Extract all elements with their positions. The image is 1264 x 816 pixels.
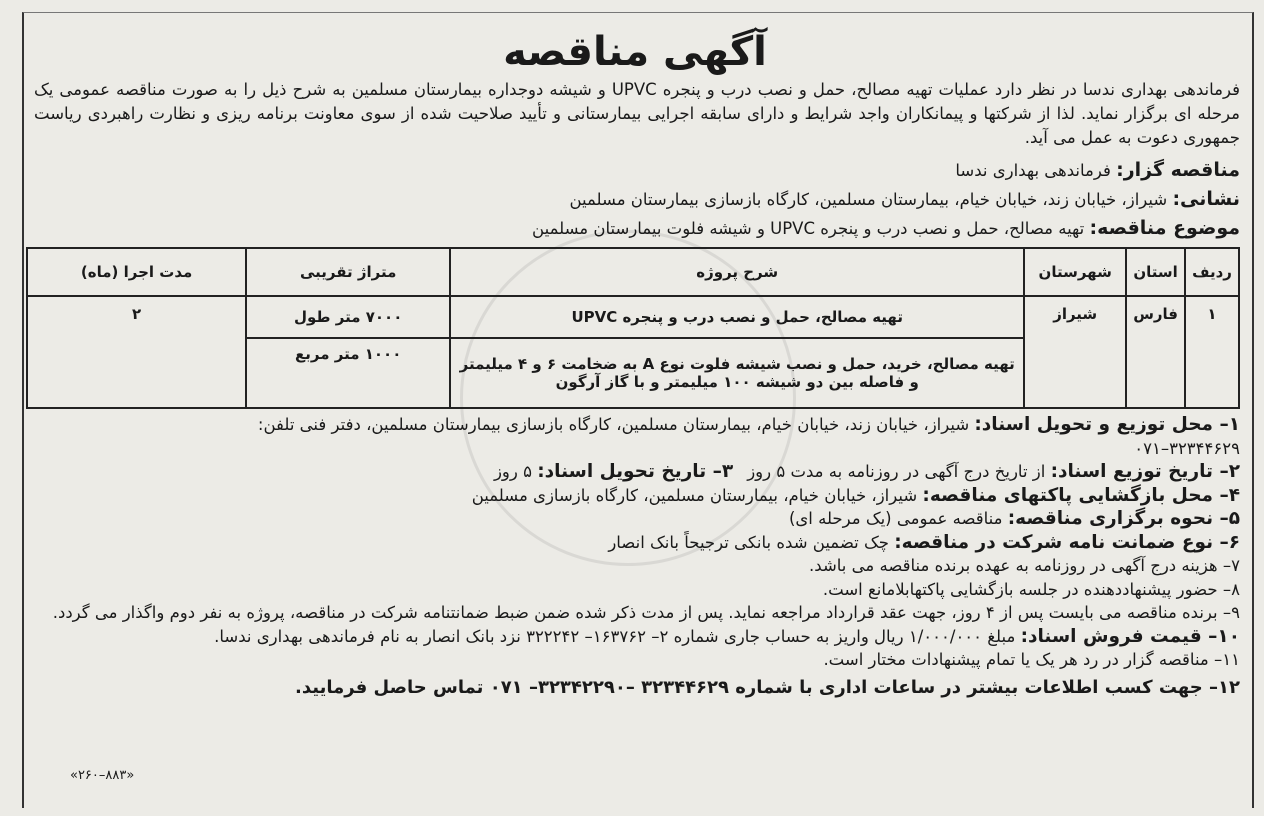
item-label: ۵– نحوه برگزاری مناقصه: (1007, 508, 1240, 529)
col-province-header: استان (1126, 248, 1185, 296)
list-item (34, 484, 1240, 508)
table-row (27, 296, 1239, 338)
province-cell: فارس (1126, 296, 1185, 408)
item-value: شیراز، خیابان خیام، بیمارستان مسلمین، کارگاه بازسازی مسلمین (471, 485, 918, 505)
col-quantity-header: متراژ تقریبی (246, 248, 450, 296)
subject-line (30, 214, 1240, 243)
item-label: ۱– محل توزیع و تحویل اسناد: (974, 414, 1240, 435)
col-description-header: شرح پروژه (450, 248, 1024, 296)
item-label: ۱۰– قیمت فروش اسناد: (1020, 625, 1240, 647)
list-item (34, 531, 1240, 555)
item-label: ۲– تاریخ توزیع اسناد: (1050, 461, 1240, 482)
subject-label: موضوع مناقصه: (1089, 217, 1240, 239)
list-item: ۷– هزینه درج آگهی در روزنامه به عهده برنده مناقصه می باشد. (809, 556, 1240, 575)
distribution-date (747, 460, 1240, 484)
list-item (34, 625, 1240, 649)
duration-cell: ۲ (27, 296, 246, 408)
intro-paragraph: فرماندهی بهداری ندسا در نظر دارد عملیات تهیه مصالح، حمل و نصب درب و پنجره UPVC و شیشه دوجداره بیمارستان مسلمین به شرح ذیل را به صورت مناقصه عمومی یک مرحله ای برگزار نماید. لذا از شرکتها و پیمانکاران واجد شرایط و دارای سابقه اجرایی بیمارستانی و تأیید صلاحیت شده از سوی معاونت برنامه ریزی و نظارت راهبردی ریاست جمهوری دعوت به عمل می آید. (34, 80, 1240, 147)
organizer-label: مناقصه گزار: (1116, 159, 1240, 181)
city-cell: شیراز (1024, 296, 1126, 408)
ad-code: «۲۶۰–۸۸۳» (70, 768, 135, 783)
item-value: از تاریخ درج آگهی در روزنامه به مدت ۵ روز (747, 462, 1046, 481)
list-item (34, 507, 1240, 531)
item-value: ۵ روز (493, 462, 532, 481)
item-value: مناقصه عمومی (یک مرحله ای) (788, 509, 1003, 528)
row-number-cell: ۱ (1185, 296, 1239, 408)
item-label: ۴– محل بازگشایی پاکتهای مناقصه: (922, 484, 1240, 506)
item-label: ۶– نوع ضمانت نامه شرکت در مناقصه: (894, 531, 1240, 553)
description-cell: تهیه مصالح، حمل و نصب درب و پنجره UPVC (450, 296, 1024, 338)
item-value: شیراز، خیابان زند، خیابان خیام، بیمارستان مسلمین، کارگاه بازسازی بیمارستان مسلمین، دفتر فنی تلفن: (257, 415, 970, 434)
quantity-cell: ۱۰۰۰ متر مربع (246, 338, 450, 408)
organizer-line (30, 156, 1240, 185)
list-item (34, 460, 1240, 484)
col-city-header: شهرستان (1024, 248, 1126, 296)
quantity-cell: ۷۰۰۰ متر طول (246, 296, 450, 338)
item-value: چک تضمین شده بانکی ترجیحاً بانک انصار (608, 532, 889, 552)
col-row-header: ردیف (1185, 248, 1239, 296)
col-duration-header: مدت اجرا (ماه) (27, 248, 246, 296)
list-item: ۱۲– جهت کسب اطلاعات بیشتر در ساعات اداری با شماره ۳۲۳۴۴۶۲۹ –۳۲۳۴۲۲۹۰– ۰۷۱ تماس حاصل فرمایید. (295, 676, 1240, 698)
table-header-row (27, 248, 1239, 296)
list-item: ۱۱– مناقصه گزار در رد هر یک یا تمام پیشنهادات مختار است. (823, 650, 1240, 669)
phone-number: ۰۷۱–۳۲۳۴۴۶۲۹ (1134, 438, 1240, 458)
description-cell: تهیه مصالح، خرید، حمل و نصب شیشه فلوت نوع A به ضخامت ۶ و ۴ میلیمتر و فاصله بین دو شیشه ۱۰۰ میلیمتر و با گاز آرگون (450, 338, 1024, 408)
item-label: ۳– تاریخ تحویل اسناد: (537, 461, 734, 482)
address-value: شیراز، خیابان زند، خیابان خیام، بیمارستان مسلمین، کارگاه بازسازی بیمارستان مسلمین (569, 190, 1168, 209)
item-value: مبلغ ۱/۰۰۰/۰۰۰ ریال واریز به حساب جاری شماره ۲– ۱۶۳۷۶۲– ۳۲۲۲۴۲ نزد بانک انصار به نام فرماندهی بهداری ندسا. (214, 626, 1016, 646)
tender-notice (30, 8, 1240, 808)
address-line (30, 185, 1240, 214)
delivery-date (494, 460, 733, 484)
list-item (34, 413, 1240, 437)
list-item: ۸– حضور پیشنهاددهنده در جلسه بازگشایی پاکتهابلامانع است. (822, 579, 1240, 599)
conditions-list (30, 413, 1240, 699)
organizer-value: فرماندهی بهداری ندسا (955, 161, 1111, 180)
notice-title: آگهی مناقصه (503, 29, 767, 75)
projects-table (26, 247, 1240, 409)
list-item: ۹– برنده مناقصه می بایست پس از ۴ روز، جهت عقد قرارداد مراجعه نماید. پس از مدت ذکر شده ضمن ضبط ضمانتنامه شرکت در مناقصه، پروژه به نفر دوم واگذار می گردد. (52, 603, 1240, 622)
address-label: نشانی: (1172, 188, 1240, 210)
subject-value: تهیه مصالح، حمل و نصب درب و پنجره UPVC و شیشه فلوت بیمارستان مسلمین (532, 219, 1085, 238)
